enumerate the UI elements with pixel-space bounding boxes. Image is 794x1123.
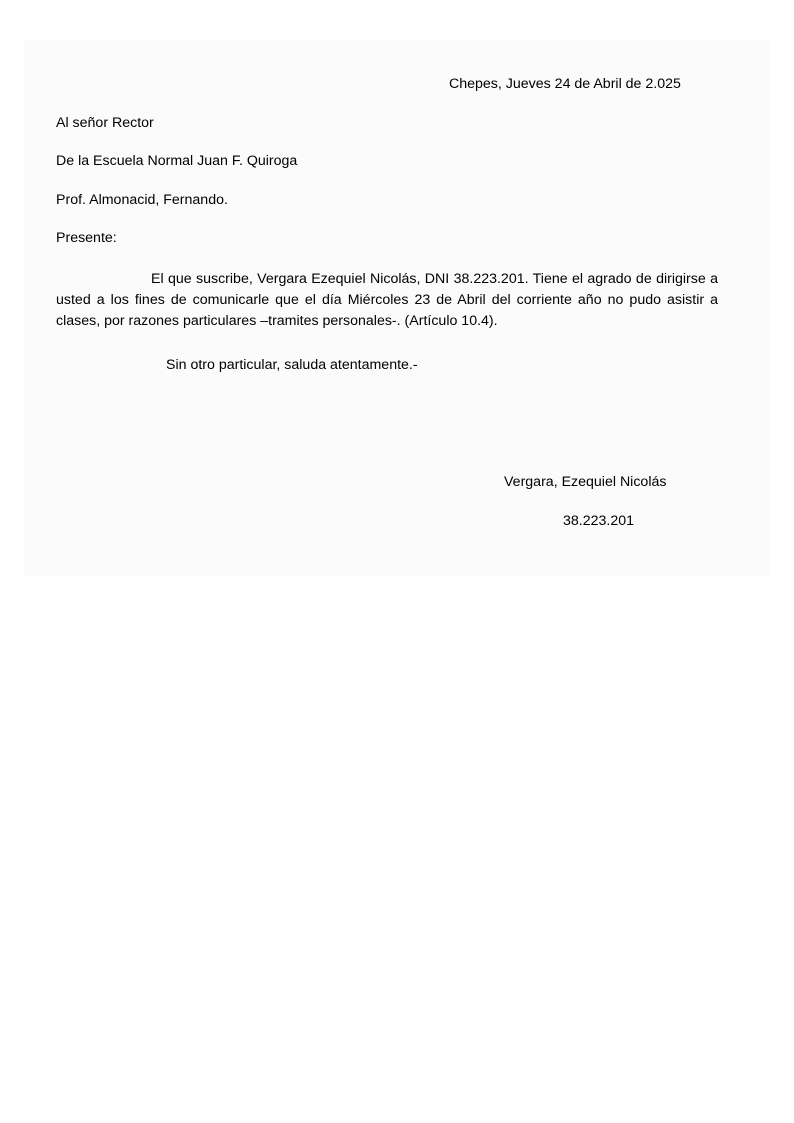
signature-name: Vergara, Ezequiel Nicolás	[504, 474, 667, 490]
salutation: Presente:	[56, 230, 117, 246]
signature-id: 38.223.201	[563, 513, 635, 529]
recipient-title: Al señor Rector	[56, 115, 154, 131]
closing: Sin otro particular, saluda atentamente.-	[166, 357, 418, 373]
letter-body: El que suscribe, Vergara Ezequiel Nicolás, DNI 38.223.201. Tiene el agrado de dirigirse a usted a los fines de comunicarle que el día Miércoles 23 de Abril del corriente año no pudo asistir a clases, por razones particulares –tramites personales-. (Artículo 10.4).	[56, 271, 718, 329]
recipient-name: Prof. Almonacid, Fernando.	[56, 192, 228, 208]
recipient-institution: De la Escuela Normal Juan F. Quiroga	[56, 153, 298, 169]
place-date: Chepes, Jueves 24 de Abril de 2.025	[449, 76, 681, 92]
